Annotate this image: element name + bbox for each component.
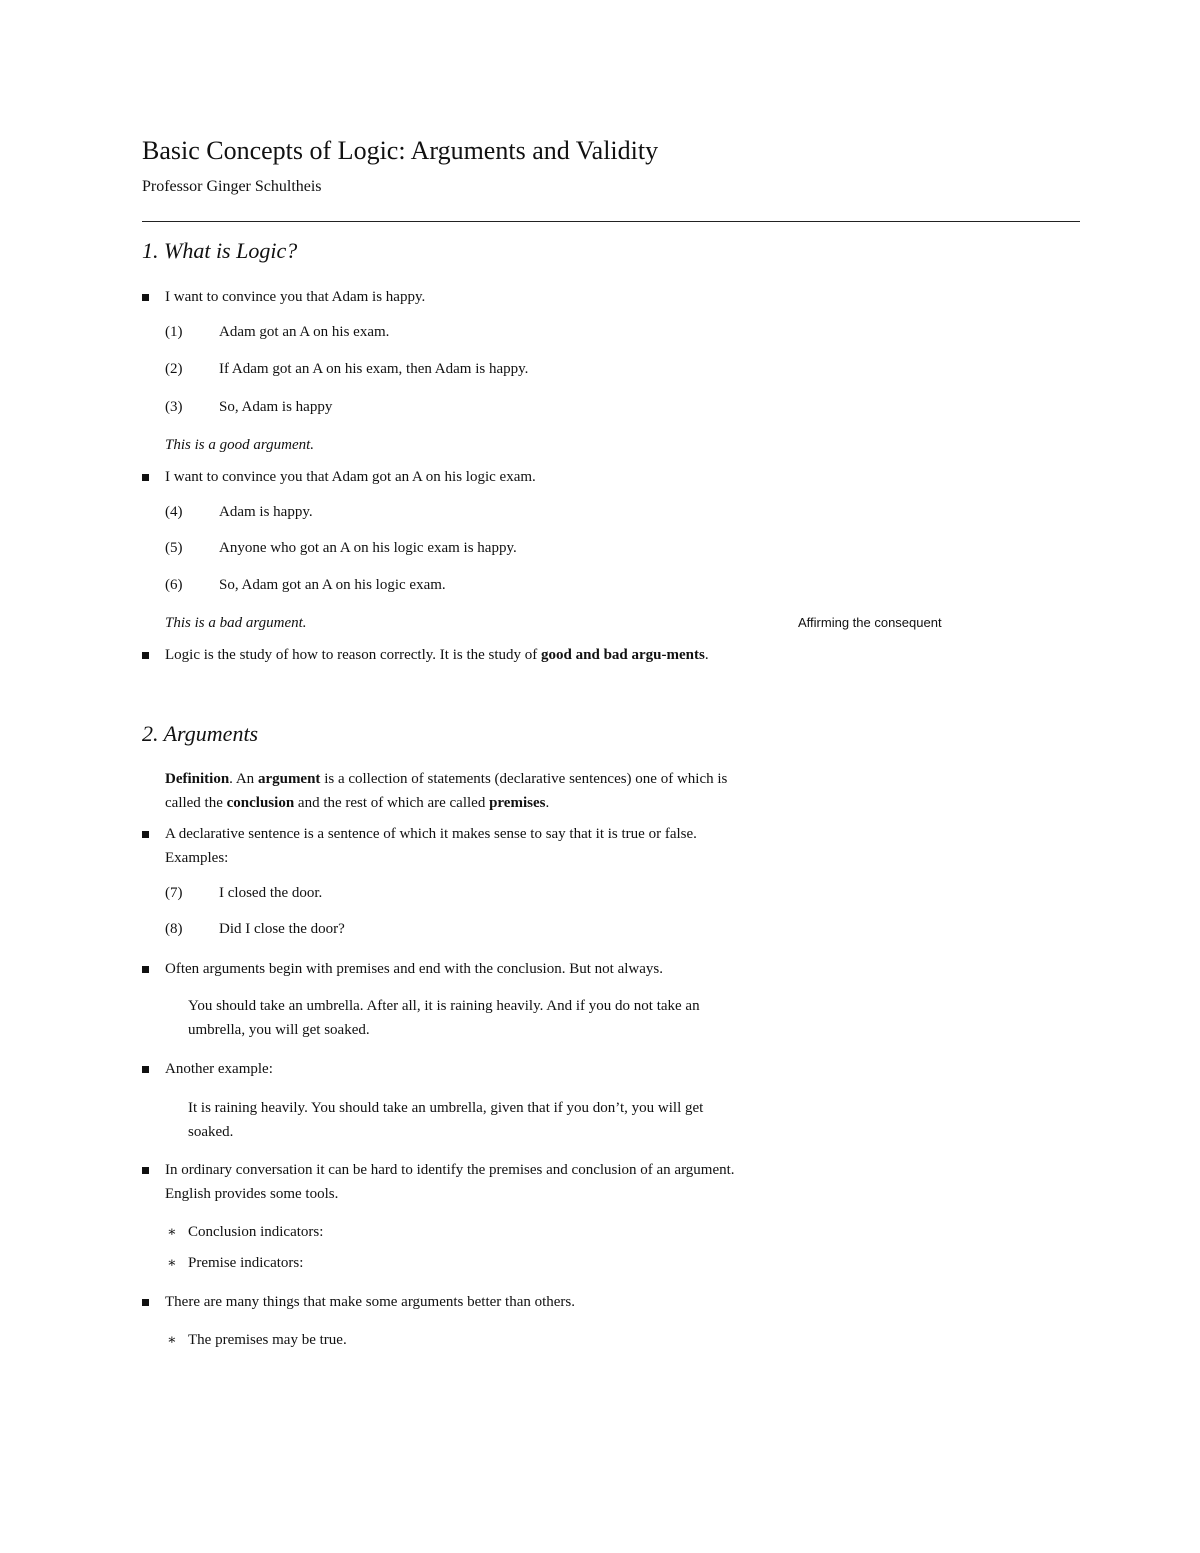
example-number: (8) bbox=[165, 921, 183, 937]
bullet-marker bbox=[142, 1167, 149, 1174]
header-rule bbox=[142, 221, 1080, 222]
example-sentence: Adam got an A on his exam. bbox=[219, 324, 390, 340]
document-title: Basic Concepts of Logic: Arguments and Validity bbox=[142, 136, 659, 165]
sub-bullet-marker: ∗ bbox=[167, 1225, 177, 1240]
argument-verdict: This is a good argument. bbox=[165, 437, 315, 453]
bullet-text: I want to convince you that Adam got an A on his logic exam. bbox=[165, 469, 536, 485]
sub-bullet-text: Premise indicators: bbox=[188, 1255, 304, 1271]
bullet-marker bbox=[142, 966, 149, 973]
bullet-marker bbox=[142, 474, 149, 481]
bullet-marker bbox=[142, 831, 149, 838]
sub-bullet-marker: ∗ bbox=[167, 1333, 177, 1348]
bullet-marker bbox=[142, 652, 149, 659]
bullet-text: Logic is the study of how to reason correctly. It is the study of good and bad argu-ments. bbox=[165, 647, 709, 663]
bullet-text: In ordinary conversation it can be hard to identify the premises and conclusion of an argument. English provides some tools. bbox=[165, 1162, 735, 1202]
example-number: (7) bbox=[165, 885, 183, 901]
definition-paragraph: Definition. An argument is a collection of statements (declarative sentences) one of which is called the conclusion and the rest of which are called premises. bbox=[165, 771, 728, 811]
example-quote: It is raining heavily. You should take an umbrella, given that if you don’t, you will get soaked. bbox=[188, 1100, 704, 1140]
bullet-text: There are many things that make some arguments better than others. bbox=[165, 1294, 576, 1310]
bullet-text: A declarative sentence is a sentence of which it makes sense to say that it is true or false. Examples: bbox=[165, 826, 697, 866]
example-sentence: So, Adam is happy bbox=[219, 399, 333, 415]
margin-note: Affirming the consequent bbox=[798, 615, 942, 630]
sub-bullet-marker: ∗ bbox=[167, 1256, 177, 1271]
example-number: (2) bbox=[165, 361, 183, 377]
example-sentence: So, Adam got an A on his logic exam. bbox=[219, 577, 446, 593]
section-heading-arguments: 2. Arguments bbox=[142, 721, 259, 746]
bullet-text: I want to convince you that Adam is happy. bbox=[165, 289, 426, 305]
example-sentence: Did I close the door? bbox=[219, 921, 345, 937]
example-quote: You should take an umbrella. After all, it is raining heavily. And if you do not take an umbrella, you will get soaked. bbox=[188, 998, 700, 1038]
sub-bullet-text: Conclusion indicators: bbox=[188, 1224, 324, 1240]
section-heading-what-is-logic: 1. What is Logic? bbox=[142, 238, 298, 263]
example-sentence: I closed the door. bbox=[219, 885, 323, 901]
example-sentence: If Adam got an A on his exam, then Adam is happy. bbox=[219, 361, 529, 377]
bullet-marker bbox=[142, 1299, 149, 1306]
bullet-marker bbox=[142, 1066, 149, 1073]
author-name: Professor Ginger Schultheis bbox=[142, 178, 322, 195]
argument-verdict: This is a bad argument. bbox=[165, 615, 307, 631]
example-number: (3) bbox=[165, 399, 183, 415]
example-number: (6) bbox=[165, 577, 183, 593]
example-number: (4) bbox=[165, 504, 183, 520]
example-sentence: Adam is happy. bbox=[219, 504, 313, 520]
example-number: (1) bbox=[165, 324, 183, 340]
bullet-text: Another example: bbox=[165, 1061, 273, 1077]
sub-bullet-text: The premises may be true. bbox=[188, 1332, 347, 1348]
example-sentence: Anyone who got an A on his logic exam is happy. bbox=[219, 540, 517, 556]
bullet-marker bbox=[142, 294, 149, 301]
example-number: (5) bbox=[165, 540, 183, 556]
bullet-text: Often arguments begin with premises and end with the conclusion. But not always. bbox=[165, 961, 663, 977]
